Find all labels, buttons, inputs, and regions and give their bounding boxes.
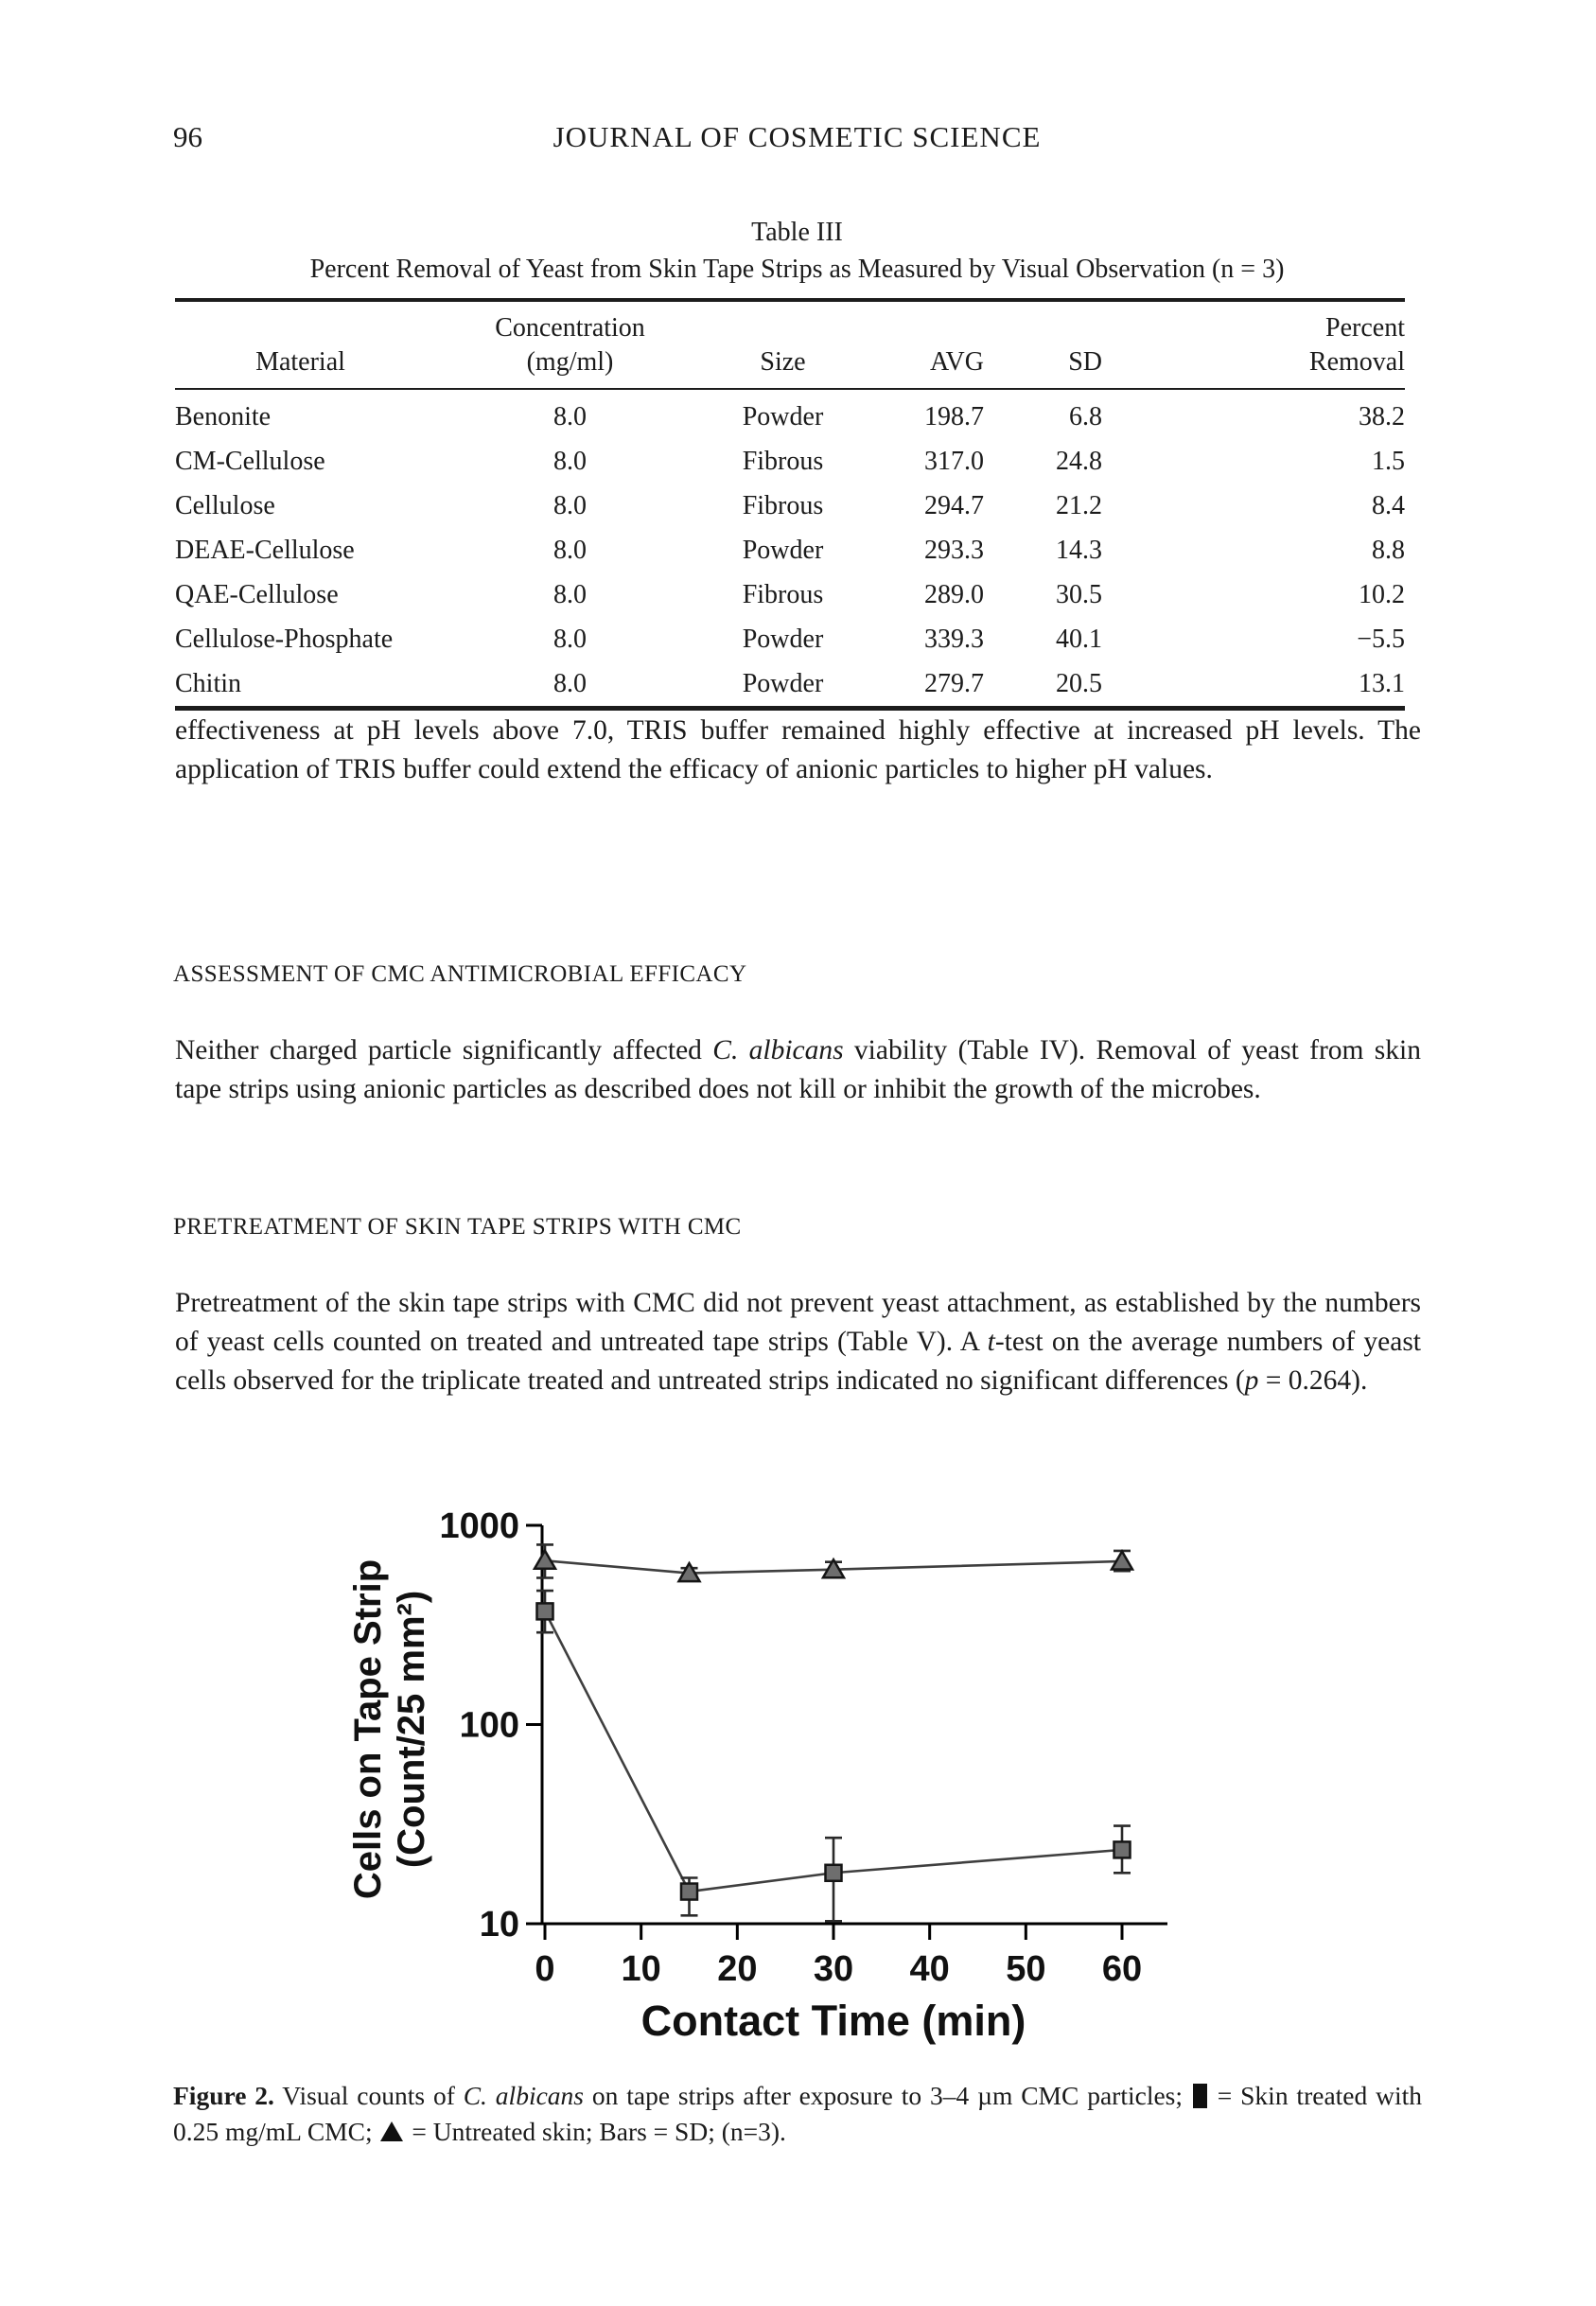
figure-caption bbox=[173, 2078, 1422, 2150]
figure-2-chart bbox=[312, 1506, 1183, 2055]
square-marker-icon bbox=[1193, 2084, 1207, 2108]
section-heading: ASSESSMENT OF CMC ANTIMICROBIAL EFFICACY bbox=[173, 961, 747, 987]
text-segment: Neither charged particle significantly affected bbox=[175, 1035, 713, 1065]
table-row: Cellulose-Phosphate 8.0 Powder 339.3 40.1 −5.5 bbox=[175, 625, 1405, 654]
column-header: Material bbox=[175, 300, 426, 389]
column-header: AVG bbox=[851, 300, 984, 389]
text-segment: t bbox=[987, 1327, 995, 1357]
table-row: DEAE-Cellulose 8.0 Powder 293.3 14.3 8.8 bbox=[175, 536, 1405, 565]
text-segment: Pretreatment of the skin tape strips with CMC did not prevent yeast attachment, as established by the numbers of yeast cells counted on treated and untreated tape strips (Table V). A bbox=[175, 1288, 1421, 1357]
text-segment: C. albicans bbox=[463, 2081, 584, 2110]
text-segment: Visual counts of bbox=[273, 2081, 464, 2110]
text-segment: = Untreated skin; Bars = SD; (n=3). bbox=[405, 2117, 786, 2146]
table-subtitle: Percent Removal of Yeast from Skin Tape Strips as Measured by Visual Observation (n = 3) bbox=[309, 255, 1285, 284]
table-title: Table III bbox=[751, 218, 843, 247]
text-segment: viability (Table IV). Removal of yeast from skin tape strips using anionic particles as described does not kill or inhibit the growth of the microbes. bbox=[175, 1035, 1421, 1104]
svg-text:40: 40 bbox=[909, 1949, 950, 1989]
svg-text:(Count/25 mm²): (Count/25 mm²) bbox=[391, 1590, 432, 1869]
column-header: Percent Removal bbox=[1102, 300, 1405, 389]
text-segment: effectiveness at pH levels above 7.0, TRIS buffer remained highly effective at increased pH levels. The application of TRIS buffer could extend the efficacy of anionic particles to higher pH values. bbox=[175, 715, 1421, 784]
body-paragraph bbox=[175, 1284, 1421, 1400]
svg-text:0: 0 bbox=[535, 1949, 555, 1989]
journal-title: JOURNAL OF COSMETIC SCIENCE bbox=[552, 120, 1042, 153]
column-header: Size bbox=[714, 300, 851, 389]
table-container bbox=[175, 298, 1405, 711]
column-header: Concentration (mg/ml) bbox=[426, 300, 714, 389]
body-paragraph bbox=[175, 1031, 1421, 1109]
table-header-row bbox=[175, 300, 1405, 389]
table-row: Benonite 8.0 Powder 198.7 6.8 38.2 bbox=[175, 402, 1405, 431]
svg-text:60: 60 bbox=[1101, 1949, 1143, 1989]
svg-text:Cells on Tape Strip: Cells on Tape Strip bbox=[347, 1558, 389, 1900]
svg-text:30: 30 bbox=[813, 1949, 854, 1989]
table-row: Cellulose 8.0 Fibrous 294.7 21.2 8.4 bbox=[175, 491, 1405, 520]
table-row: CM-Cellulose 8.0 Fibrous 317.0 24.8 1.5 bbox=[175, 447, 1405, 476]
text-segment: C. albicans bbox=[712, 1035, 844, 1065]
table-body bbox=[175, 389, 1405, 709]
svg-text:100: 100 bbox=[459, 1705, 519, 1746]
line-chart bbox=[312, 1506, 1183, 2055]
column-header: SD bbox=[984, 300, 1102, 389]
body-paragraph bbox=[175, 712, 1421, 789]
table-row: Chitin 8.0 Powder 279.7 20.5 13.1 bbox=[175, 669, 1405, 698]
text-segment: = Skin treated with 0.25 mg/mL CMC; bbox=[173, 2081, 1423, 2146]
page-number: 96 bbox=[173, 120, 202, 153]
text-segment: p bbox=[1244, 1365, 1259, 1396]
figure-caption-label: Figure 2. bbox=[173, 2081, 274, 2110]
svg-text:10: 10 bbox=[479, 1905, 519, 1945]
svg-text:1000: 1000 bbox=[439, 1506, 519, 1546]
triangle-marker-icon bbox=[380, 2121, 403, 2141]
svg-text:Contact Time (min): Contact Time (min) bbox=[640, 1997, 1026, 2045]
table-row: QAE-Cellulose 8.0 Fibrous 289.0 30.5 10.2 bbox=[175, 580, 1405, 609]
text-segment: = 0.264). bbox=[1258, 1365, 1368, 1396]
text-segment: -test on the average numbers of yeast cells observed for the triplicate treated and untreated strips indicated no significant differences ( bbox=[175, 1327, 1421, 1396]
svg-text:20: 20 bbox=[717, 1949, 758, 1989]
svg-text:10: 10 bbox=[621, 1949, 661, 1989]
data-table bbox=[175, 298, 1405, 711]
svg-text:50: 50 bbox=[1006, 1949, 1046, 1989]
figure-caption-text bbox=[173, 2081, 1422, 2146]
text-segment: on tape strips after exposure to 3–4 µm CMC particles; bbox=[584, 2081, 1191, 2110]
section-heading: PRETREATMENT OF SKIN TAPE STRIPS WITH CMC bbox=[173, 1214, 742, 1240]
